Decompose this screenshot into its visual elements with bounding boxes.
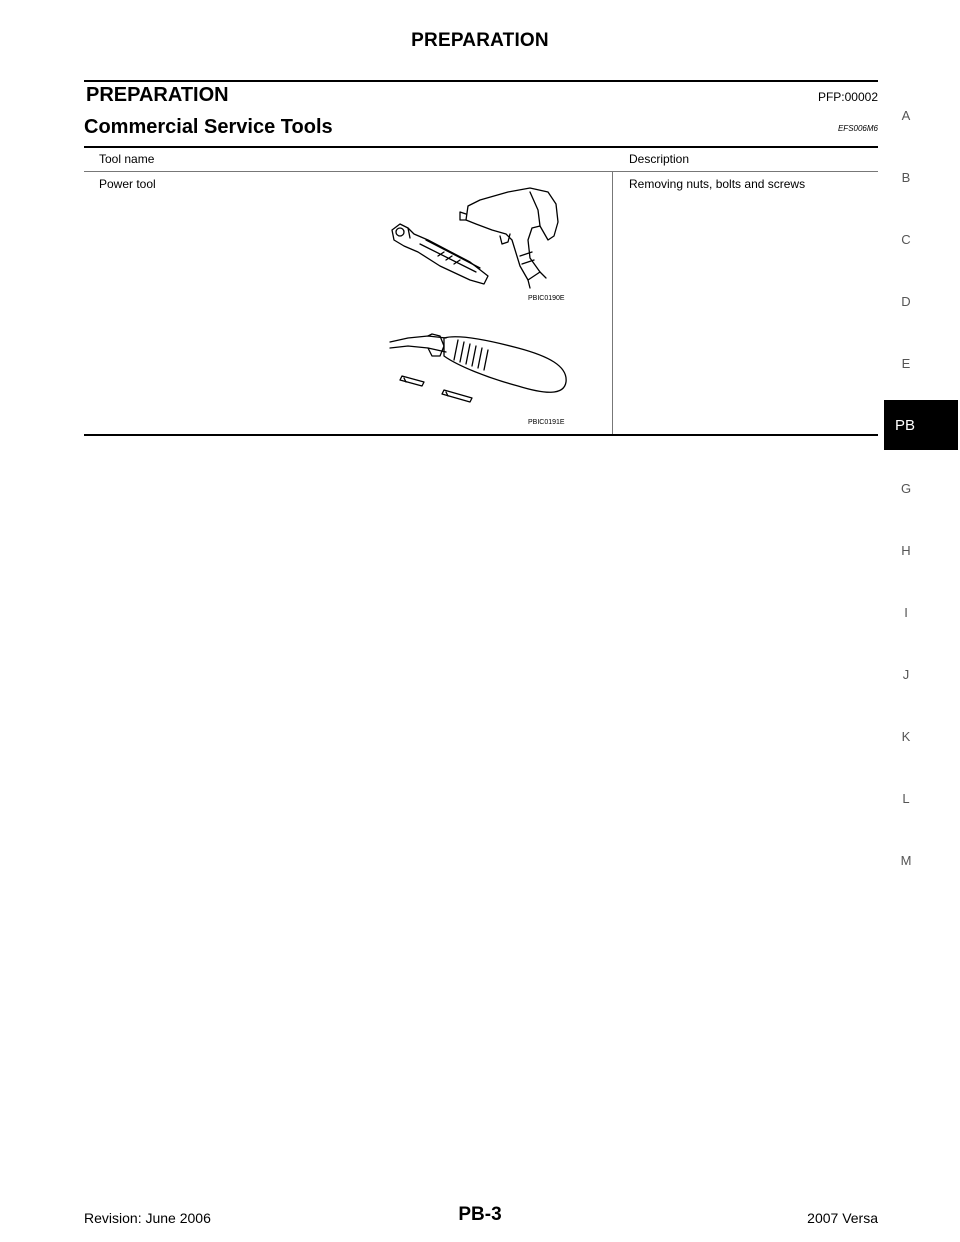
side-index-letter[interactable]: H	[901, 543, 911, 558]
column-header-description: Description	[629, 152, 690, 166]
page-header-title: PREPARATION	[411, 30, 549, 51]
tool-name-cell: Power tool	[99, 177, 156, 191]
side-index-letter[interactable]: B	[901, 170, 911, 185]
table-header-rule	[84, 171, 878, 172]
description-cell: Removing nuts, bolts and screws	[629, 177, 806, 191]
side-index-letter[interactable]: J	[902, 667, 910, 682]
table-column-divider	[612, 171, 613, 435]
subsection-code: EFS006M6	[837, 124, 878, 133]
side-index-letter[interactable]: G	[900, 481, 912, 496]
power-screwdriver-icon	[388, 330, 578, 420]
figure-label: PBIC0191E	[528, 419, 565, 426]
side-index-letter[interactable]: I	[904, 605, 908, 620]
side-index-letter[interactable]: L	[902, 791, 910, 806]
side-index-letter[interactable]: M	[900, 853, 912, 868]
side-index-letter[interactable]: C	[901, 232, 911, 247]
figure-label: PBIC0190E	[528, 295, 565, 302]
section-code: PFP:00002	[817, 90, 878, 104]
impact-wrench-and-ratchet-icon	[380, 180, 580, 290]
footer-revision: Revision: June 2006	[84, 1210, 211, 1226]
footer-page-number: PB-3	[458, 1204, 502, 1225]
footer-model: 2007 Versa	[807, 1210, 878, 1226]
side-index-letter[interactable]: E	[901, 356, 911, 371]
side-index-letter[interactable]: K	[901, 729, 911, 744]
column-header-tool-name: Tool name	[99, 152, 155, 166]
table-bottom-rule	[84, 434, 878, 436]
section-title: PREPARATION	[86, 84, 229, 106]
side-index-letter[interactable]: D	[901, 294, 911, 309]
subsection-title: Commercial Service Tools	[84, 116, 333, 138]
side-index-letter[interactable]: A	[901, 108, 911, 123]
table-top-rule	[84, 146, 878, 148]
side-index-active-tab[interactable]: PB	[884, 400, 958, 450]
header-rule	[84, 80, 878, 82]
